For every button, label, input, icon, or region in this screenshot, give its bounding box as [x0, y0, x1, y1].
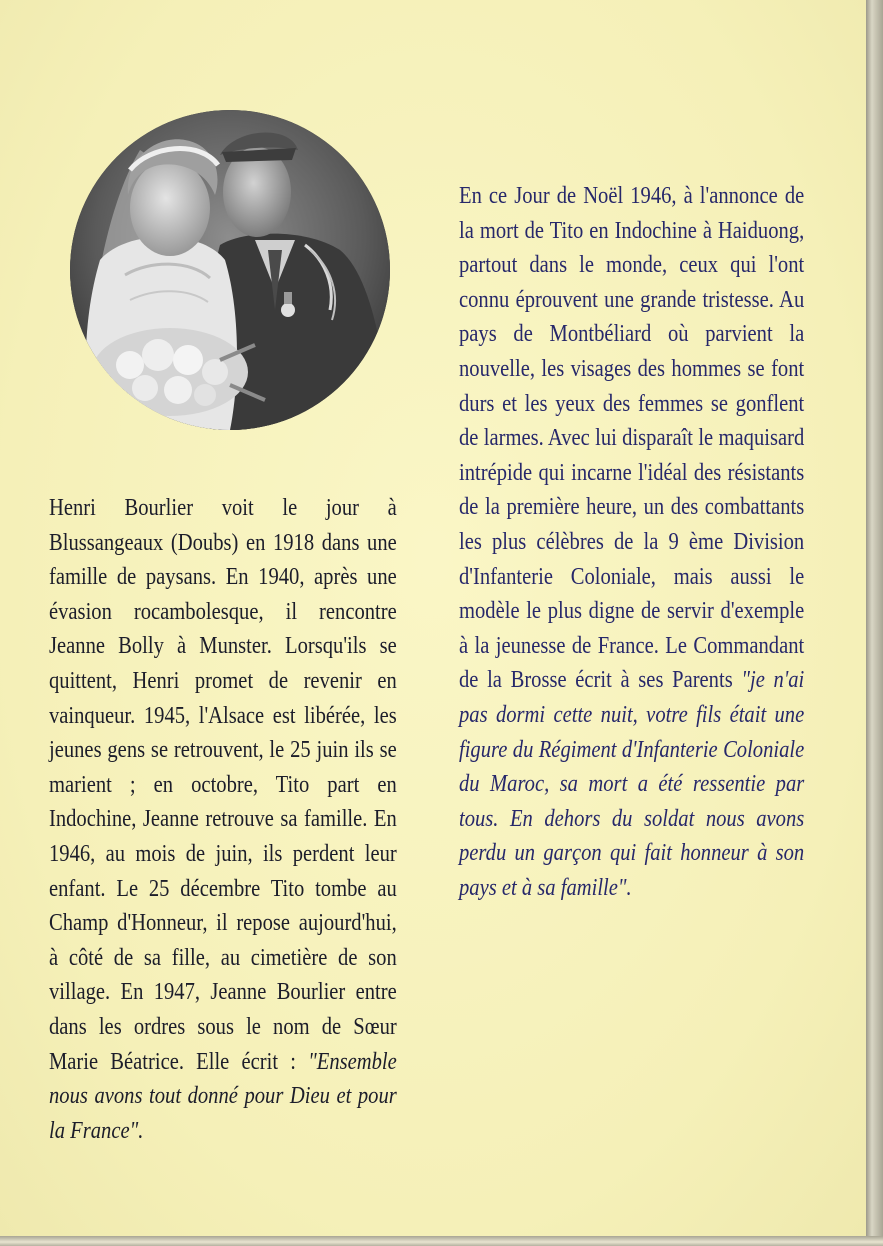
- tito-death-body: En ce Jour de Noël 1946, à l'annonce de la mort de Tito en Indochine à Haiduong, partout dans le monde, ceux qui l'ont connu éprouvent une grande tristesse. Au pays de Montbéliard où parvient la nouvelle, les visages des hommes se font durs et les yeux des femmes se gonflent de larmes. Avec lui disparaît le maquisard intrépide qui incarne l'idéal des résistants de la première heure, un des combattants les plus célèbres de la 9 ème Division d'Infanterie Coloniale, mais aussi le modèle le plus digne de servir d'exemple à la jeunesse de France. Le Commandant de la Brosse écrit à ses Parents: [459, 182, 805, 694]
- bride-biography-text: [49, 491, 397, 1148]
- bride-biography-paragraph: [49, 491, 397, 1148]
- wedding-portrait-icon: [70, 110, 390, 430]
- book-page-edge-bottom: [0, 1236, 883, 1246]
- tito-death-text: [459, 179, 804, 905]
- bride-quote: "Ensemble nous avons tout donné pour Dieu et pour la France".: [49, 1047, 397, 1144]
- wedding-portrait-photo: [70, 110, 390, 430]
- commandant-quote: "je n'ai pas dormi cette nuit, votre fils était une figure du Régiment d'Infanterie Coloniale du Maroc, sa mort a été ressentie par tous. En dehors du soldat nous avons perdu un garçon qui fait honneur à son pays et à sa famille".: [459, 666, 805, 901]
- book-page-edge-right: [866, 0, 883, 1246]
- tito-death-paragraph: [459, 179, 804, 905]
- bride-biography-body: Henri Bourlier voit le jour à Blussangeaux (Doubs) en 1918 dans une famille de paysans. En 1940, après une évasion rocambolesque, il rencontre Jeanne Bolly à Munster. Lorsqu'ils se quittent, Henri promet de revenir en vainqueur. 1945, l'Alsace est libérée, les jeunes gens se retrouvent, le 25 juin ils se marient ; en octobre, Tito part en Indochine, Jeanne retrouve sa famille. En 1946, au mois de juin, ils perdent leur enfant. Le 25 décembre Tito tombe au Champ d'Honneur, il repose aujourd'hui, à côté de sa fille, au cimetière de son village. En 1947, Jeanne Bourlier entre dans les ordres sous le nom de Sœur Marie Béatrice. Elle écrit :: [49, 494, 397, 1075]
